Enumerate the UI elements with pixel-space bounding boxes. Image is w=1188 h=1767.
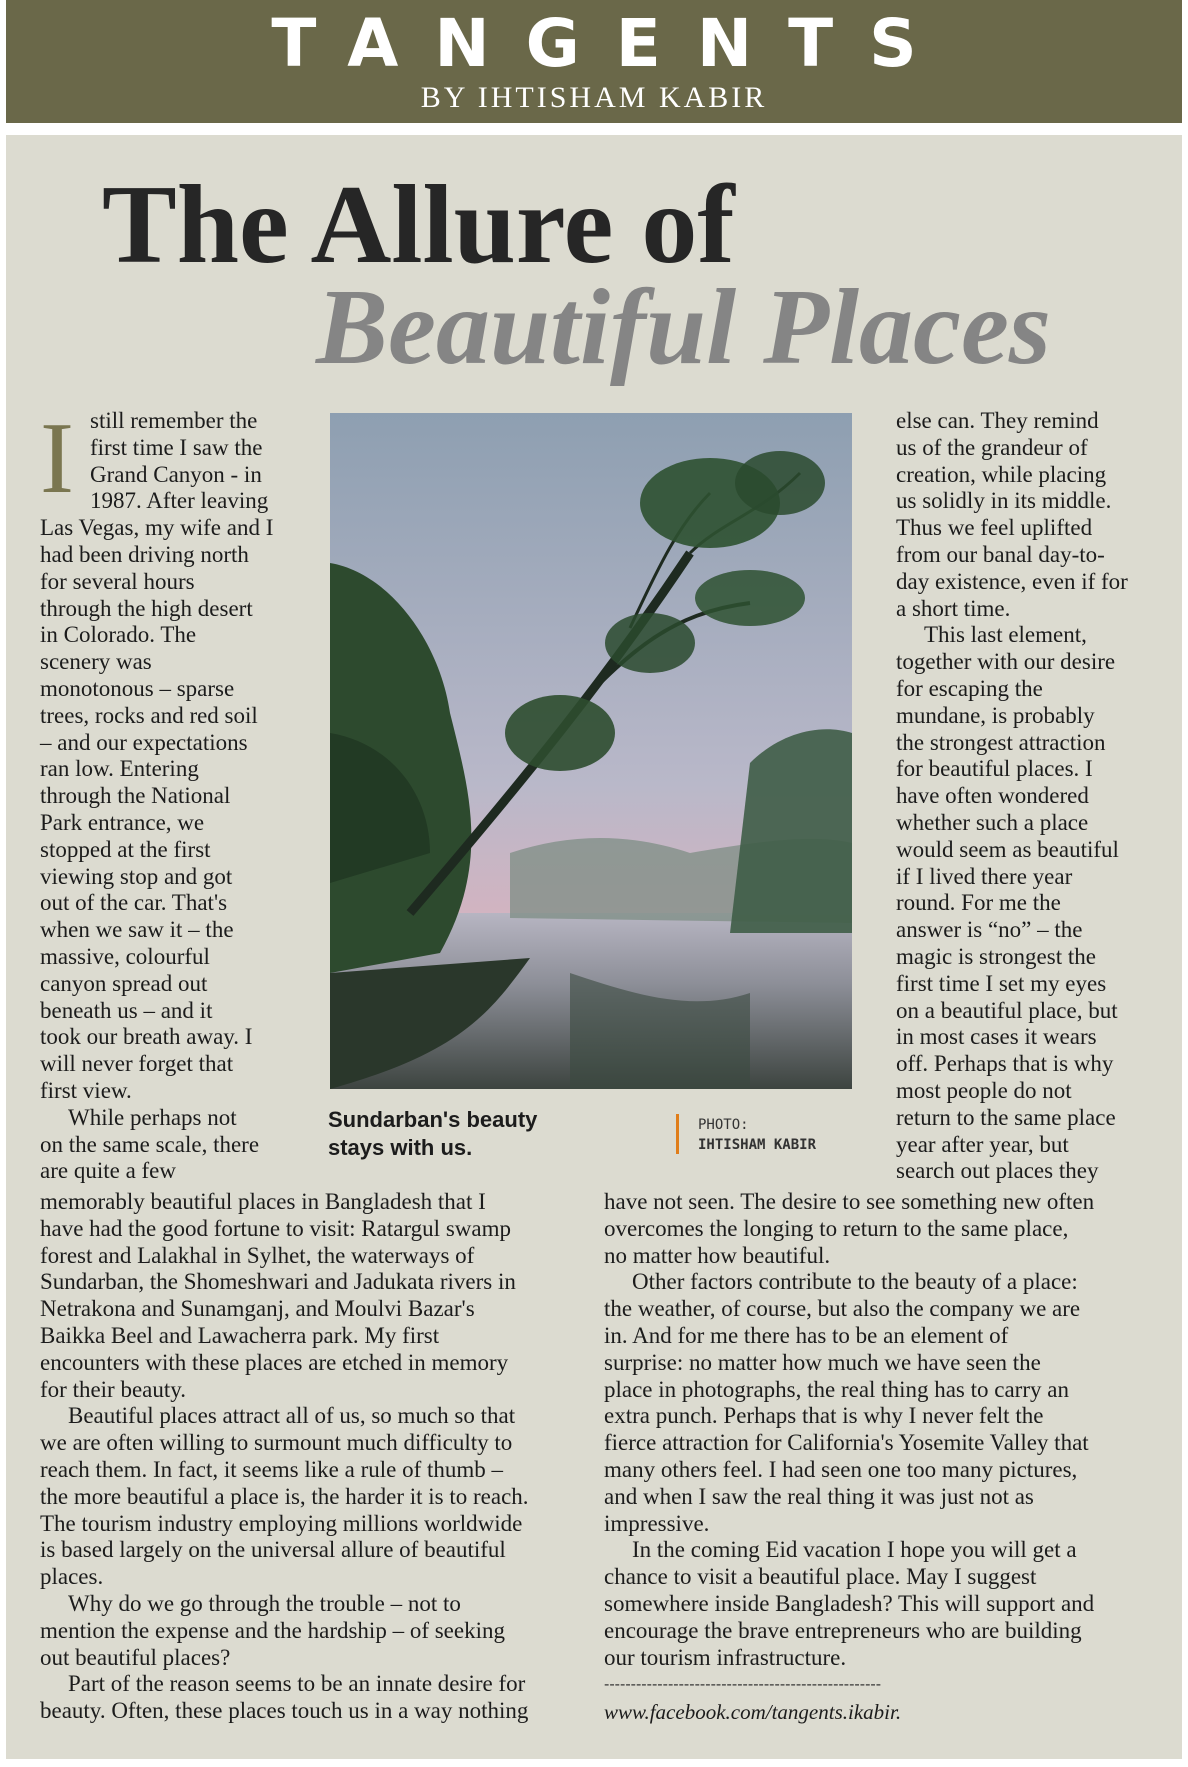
caption-line-1: Sundarban's beauty (328, 1107, 538, 1132)
text-line: the strongest attraction (896, 729, 1106, 755)
text-line: viewing stop and got (40, 863, 233, 889)
text-line: year after year, but (896, 1131, 1069, 1157)
footer-divider: ---------------------------------------------------- (604, 1676, 882, 1693)
text-line: Why do we go through the trouble – not to (68, 1590, 461, 1616)
text-line: ran low. Entering (40, 756, 199, 782)
text-line: off. Perhaps that is why (896, 1051, 1114, 1077)
text-line: reach them. In fact, it seems like a rule of thumb – (40, 1456, 504, 1482)
text-line: a short time. (896, 595, 1011, 621)
text-line: canyon spread out (40, 970, 208, 996)
text-line: have not seen. The desire to see something new often (604, 1189, 1095, 1214)
text-line: else can. They remind (896, 408, 1099, 433)
text-line: somewhere inside Bangladesh? This will support and (604, 1590, 1095, 1616)
text-line: trees, rocks and red soil (40, 702, 258, 728)
text-line: many others feel. I had seen one too many pictures, (604, 1456, 1078, 1482)
text-line: forest and Lalakhal in Sylhet, the waterways of (40, 1242, 475, 1268)
text-line: In the coming Eid vacation I hope you will get a (632, 1537, 1077, 1563)
text-line: in. And for me there has to be an element of (604, 1322, 1009, 1348)
text-line: This last element, (924, 622, 1087, 648)
text-line: While perhaps not (68, 1104, 237, 1130)
credit-accent-bar (676, 1114, 679, 1154)
text-line: Sundarban, the Shomeshwari and Jadukata rivers in (40, 1269, 516, 1295)
text-line: through the high desert (40, 595, 253, 621)
text-line: day existence, even if for (896, 568, 1128, 594)
text-line: us of the grandeur of (896, 434, 1088, 460)
text-line: Grand Canyon - in (90, 461, 262, 487)
text-line: from our banal day-to- (896, 541, 1105, 567)
text-line: Thus we feel uplifted (896, 515, 1093, 541)
photo-caption (328, 1106, 537, 1162)
text-line: overcomes the longing to return to the same place, (604, 1215, 1069, 1241)
text-line: out of the car. That's (40, 890, 228, 916)
text-line: have often wondered (896, 783, 1089, 809)
text-line: us solidly in its middle. (896, 488, 1112, 514)
text-line: scenery was (40, 649, 152, 675)
text-line: we are often willing to surmount much difficulty to (40, 1430, 513, 1456)
text-line: in Colorado. The (40, 622, 197, 648)
text-line: have had the good fortune to visit: Ratargul swamp (40, 1215, 511, 1241)
text-line: place in photographs, the real thing has to carry an (604, 1376, 1069, 1402)
column-title: TANGENTS (271, 5, 953, 82)
text-line: encounters with these places are etched in memory (40, 1349, 509, 1375)
text-line: return to the same place (896, 1104, 1116, 1130)
text-line: for several hours (40, 568, 195, 594)
text-line: Part of the reason seems to be an innate desire for (68, 1671, 526, 1697)
text-line: together with our desire (896, 649, 1116, 675)
caption-line-2: stays with us. (328, 1135, 473, 1160)
text-line: on a beautiful place, but (896, 997, 1118, 1023)
text-line: when we saw it – the (40, 917, 234, 943)
text-line: places. (40, 1564, 104, 1590)
photo-credit (698, 1115, 816, 1155)
text-line: for escaping the (896, 675, 1043, 701)
text-line: will never forget that (40, 1051, 234, 1077)
credit-label: PHOTO: (698, 1117, 749, 1133)
text-line: beneath us – and it (40, 997, 213, 1023)
text-line: first time I saw the (90, 434, 263, 460)
headline-line-2: Beautiful Places (316, 268, 1051, 387)
text-line: stopped at the first (40, 836, 211, 862)
text-line: whether such a place (896, 809, 1089, 835)
masthead (6, 0, 1182, 123)
text-line: fierce attraction for California's Yosemite Valley that (604, 1430, 1089, 1456)
text-line: Other factors contribute to the beauty of a place: (632, 1269, 1078, 1295)
text-line: Baikka Beel and Lawacherra park. My first (40, 1322, 440, 1348)
text-line: Park entrance, we (40, 809, 205, 835)
text-line: memorably beautiful places in Bangladesh that I (40, 1189, 486, 1214)
text-line: Las Vegas, my wife and I (40, 515, 274, 541)
text-line: mundane, is probably (896, 702, 1095, 728)
text-line: search out places they (896, 1158, 1099, 1184)
text-line: mention the expense and the hardship – of seeking (40, 1617, 505, 1643)
text-line: round. For me the (896, 890, 1061, 916)
text-line: took our breath away. I (40, 1024, 253, 1050)
text-line: for beautiful places. I (896, 756, 1093, 782)
text-line: the more beautiful a place is, the harder it is to reach. (40, 1483, 529, 1509)
text-line: encourage the brave entrepreneurs who are building (604, 1617, 1082, 1643)
text-line: still remember the (90, 408, 258, 433)
body-column-1 (40, 402, 292, 1185)
text-line: through the National (40, 783, 231, 809)
credit-name: IHTISHAM KABIR (698, 1137, 817, 1153)
text-line: in most cases it wears (896, 1024, 1097, 1050)
facebook-link[interactable]: www.facebook.com/tangents.ikabir. (604, 1700, 902, 1724)
body-column-4 (604, 1189, 1164, 1671)
drop-cap: I (40, 402, 74, 515)
byline: BY IHTISHAM KABIR (420, 81, 768, 114)
text-line: The tourism industry employing millions worldwide (40, 1510, 523, 1536)
text-line: massive, colourful (40, 943, 210, 969)
text-line: most people do not (896, 1077, 1072, 1103)
text-line: Beautiful places attract all of us, so much so that (68, 1403, 516, 1429)
body-column-2 (40, 1189, 580, 1725)
text-line: first view. (40, 1077, 132, 1103)
text-line: are quite a few (40, 1158, 177, 1184)
text-line: surprise: no matter how much we have seen the (604, 1349, 1041, 1375)
text-line: – and our expectations (40, 729, 248, 755)
text-line: would seem as beautiful (896, 836, 1119, 862)
text-line: out beautiful places? (40, 1644, 231, 1670)
text-line: chance to visit a beautiful place. May I suggest (604, 1564, 1037, 1590)
text-line: 1987. After leaving (90, 488, 269, 514)
text-line: Netrakona and Sunamganj, and Moulvi Bazar's (40, 1296, 475, 1322)
text-line: first time I set my eyes (896, 970, 1107, 996)
text-line: extra punch. Perhaps that is why I never felt the (604, 1403, 1044, 1429)
text-line: if I lived there year (896, 863, 1073, 889)
text-line: creation, while placing (896, 461, 1107, 487)
text-line: beauty. Often, these places touch us in a way nothing (40, 1698, 529, 1724)
text-line: monotonous – sparse (40, 675, 235, 701)
text-line: our tourism infrastructure. (604, 1644, 847, 1670)
text-line: answer is “no” – the (896, 917, 1083, 943)
text-line: on the same scale, there (40, 1131, 260, 1157)
article-photo (330, 413, 852, 1089)
headline-line-1: The Allure of (102, 163, 735, 287)
text-line: no matter how beautiful. (604, 1242, 831, 1268)
text-line: for their beauty. (40, 1376, 187, 1402)
body-column-3 (896, 408, 1156, 1185)
text-line: impressive. (604, 1510, 710, 1536)
text-line: had been driving north (40, 541, 249, 567)
text-line: magic is strongest the (896, 943, 1096, 969)
text-line: and when I saw the real thing it was just not as (604, 1483, 1034, 1509)
text-line: the weather, of course, but also the company we are (604, 1296, 1081, 1322)
text-line: is based largely on the universal allure of beautiful (40, 1537, 506, 1563)
